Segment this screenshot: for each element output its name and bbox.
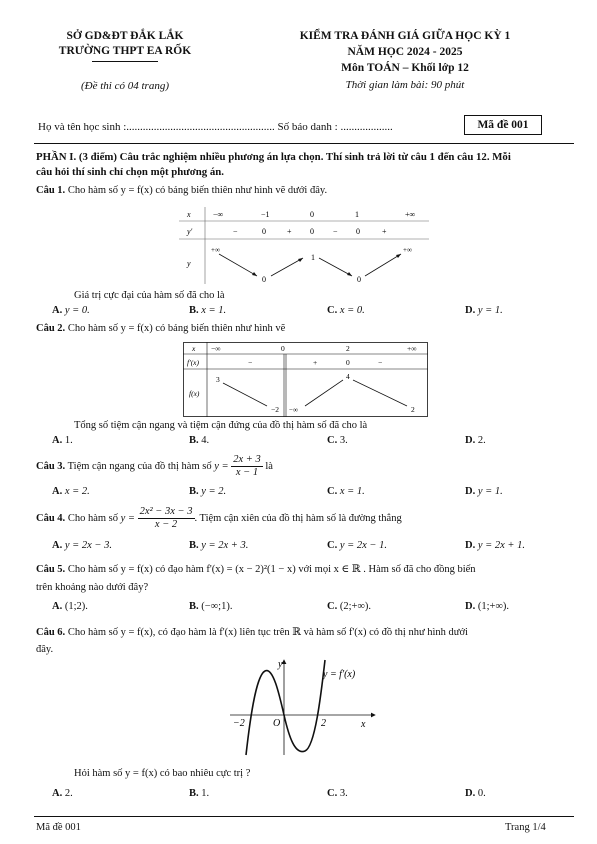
question-6 (36, 626, 468, 638)
q1-y-val: +∞ (211, 246, 220, 254)
q3-option-b[interactable] (189, 486, 226, 497)
option-text: (2;+∞). (339, 601, 372, 612)
q5-option-c[interactable] (327, 601, 371, 612)
q1-option-d[interactable] (465, 305, 503, 316)
q4-option-b[interactable] (189, 540, 248, 551)
q2-option-b[interactable] (189, 435, 209, 446)
option-text: x = 1. (339, 486, 365, 497)
q2-fp-sign: − (248, 358, 253, 367)
fraction (231, 454, 263, 479)
exam-code-box: Mã đề 001 (464, 115, 542, 135)
q5-option-b[interactable] (189, 601, 232, 612)
option-letter: D. (465, 435, 476, 446)
subject-line: Môn TOÁN – Khối lớp 12 (341, 62, 469, 74)
option-text: 2. (64, 788, 73, 799)
q2-x-val: −∞ (211, 344, 221, 353)
option-letter: A. (52, 486, 63, 497)
option-letter: A. (52, 788, 63, 799)
q2-x-label: x (192, 344, 196, 353)
q4-option-c[interactable] (327, 540, 387, 551)
question-text: Cho hàm số y = f(x) có đạo hàm f'(x) = (x − 2)²(1 − x) với mọi x ∈ ℝ . Hàm số đã cho đồng biến (67, 564, 476, 575)
q1-variation-table (175, 204, 433, 286)
question-3 (36, 454, 273, 479)
q6-option-a[interactable] (52, 788, 73, 799)
q1-x-label: x (187, 210, 191, 219)
q3-option-c[interactable] (327, 486, 365, 497)
option-text: 2. (477, 435, 486, 446)
option-letter: B. (189, 540, 199, 551)
question-label: Câu 1. (36, 185, 66, 196)
q2-option-d[interactable] (465, 435, 486, 446)
option-letter: D. (465, 305, 476, 316)
q2-fp-sign: − (378, 358, 383, 367)
q1-y-label: y (187, 259, 191, 268)
option-letter: C. (327, 601, 338, 612)
q2-variation-table (183, 342, 429, 418)
denominator: x − 2 (154, 519, 178, 530)
q1-y-val: 0 (262, 275, 266, 284)
option-text: 1. (64, 435, 73, 446)
tick-positive: 2 (321, 718, 326, 729)
q1-y-val: 1 (311, 253, 315, 262)
q2-option-c[interactable] (327, 435, 348, 446)
fraction (138, 506, 195, 531)
option-text: (−∞;1). (201, 601, 233, 612)
numerator: 2x + 3 (233, 454, 261, 465)
school-year: NĂM HỌC 2024 - 2025 (347, 46, 463, 58)
option-letter: D. (465, 540, 476, 551)
q1-yp-label: y' (187, 227, 193, 236)
option-letter: C. (327, 305, 338, 316)
q2-f-val: 2 (411, 405, 415, 414)
option-text: y = 0. (64, 305, 90, 316)
q2-x-val: +∞ (407, 344, 417, 353)
question-5 (36, 563, 476, 575)
question-2 (36, 323, 285, 334)
q1-option-a[interactable] (52, 305, 90, 316)
q1-option-b[interactable] (189, 305, 226, 316)
q2-f-label: f(x) (189, 389, 200, 398)
q1-x-val: 1 (355, 210, 359, 219)
x-axis-label: x (361, 719, 366, 730)
q1-yp-sign: − (333, 227, 338, 236)
option-text: y = 1. (477, 486, 503, 497)
q3-option-d[interactable] (465, 486, 503, 497)
q3-option-a[interactable] (52, 486, 90, 497)
option-letter: D. (465, 486, 476, 497)
question-label: Câu 3. (36, 460, 66, 472)
option-text: y = 2. (201, 486, 227, 497)
option-letter: B. (189, 788, 199, 799)
q1-yp-sign: + (287, 227, 292, 236)
option-letter: A. (52, 305, 63, 316)
q1-y-val: +∞ (403, 246, 412, 254)
derivative-curve (246, 660, 325, 755)
q2-f-val: −∞ (289, 406, 298, 414)
option-text: 3. (339, 435, 348, 446)
y-axis-label: y (278, 659, 283, 670)
q4-option-a[interactable] (52, 540, 112, 551)
option-text: 3. (339, 788, 348, 799)
q1-y-val: 0 (357, 275, 361, 284)
question-6-line2: đây. (36, 644, 54, 655)
option-letter: B. (189, 601, 199, 612)
time-limit: Thời gian làm bài: 90 phút (345, 79, 465, 91)
q1-x-val: −1 (261, 210, 270, 219)
option-text: y = 1. (477, 305, 503, 316)
question-label: Câu 2. (36, 323, 66, 334)
curve-label: y = f'(x) (323, 669, 356, 680)
q1-x-val: −∞ (213, 210, 224, 219)
option-text: y = 2x + 3. (201, 540, 249, 551)
q1-yp-val: 0 (356, 227, 360, 236)
q2-fp-label: f'(x) (187, 358, 200, 367)
question-1 (36, 185, 327, 196)
option-letter: C. (327, 788, 338, 799)
option-letter: B. (189, 486, 199, 497)
denominator: x − 1 (235, 467, 259, 478)
option-text: (1;2). (64, 601, 88, 612)
question-text: Cho hàm số y = f(x) có bảng biến thiên như hình vẽ dưới đây. (67, 185, 328, 196)
option-letter: A. (52, 435, 63, 446)
q2-f-val: −2 (271, 405, 279, 414)
option-letter: B. (189, 435, 199, 446)
option-text: x = 0. (339, 305, 365, 316)
school-underline (92, 61, 158, 62)
q1-x-val: +∞ (405, 210, 416, 219)
exam-title: KIỂM TRA ĐÁNH GIÁ GIỮA HỌC KỲ 1 (299, 30, 511, 42)
q1-yp-val: 0 (310, 227, 314, 236)
option-text: y = 2x + 1. (477, 540, 525, 551)
school-name: TRƯỜNG THPT EA RỐK (58, 45, 192, 57)
question-label: Câu 6. (36, 627, 66, 638)
q2-f-val: 4 (346, 372, 350, 381)
question-text: Cho hàm số (67, 512, 118, 524)
question-text-end: . Tiệm cận xiên của đồ thị hàm số là đường thẳng (194, 512, 402, 524)
tick-negative: −2 (233, 718, 245, 729)
option-text: y = 2x − 3. (64, 540, 112, 551)
q1-x-val: 0 (310, 210, 314, 219)
part1-title: PHẦN I. (3 điểm) Câu trắc nghiệm nhiều phương án lựa chọn. Thí sinh trả lời từ câu 1 đến câu 12. Mỗi (36, 151, 511, 163)
part1-title-line2: câu hỏi thí sinh chỉ chọn một phương án. (36, 166, 224, 178)
question-text-end: là (265, 460, 273, 472)
q2-fp-sign: + (313, 358, 318, 367)
footer-page-number: Trang 1/4 (505, 822, 546, 833)
q1-prompt: Giá trị cực đại của hàm số đã cho là (74, 290, 225, 301)
numerator: 2x² − 3x − 3 (139, 506, 193, 517)
option-text: (1;+∞). (477, 601, 510, 612)
option-letter: C. (327, 435, 338, 446)
option-letter: D. (465, 601, 476, 612)
q6-derivative-graph (225, 655, 385, 760)
option-text: 1. (201, 788, 210, 799)
question-label: Câu 4. (36, 512, 66, 524)
question-4 (36, 506, 402, 531)
option-letter: A. (52, 601, 63, 612)
pages-note: (Đề thi có 04 trang) (81, 80, 169, 92)
option-letter: C. (327, 540, 338, 551)
question-label: Câu 5. (36, 564, 66, 575)
q2-x-val: 2 (346, 344, 350, 353)
footer-divider (34, 816, 574, 817)
question-text: Tiệm cận ngang của đồ thị hàm số (67, 460, 212, 472)
origin-label: O (273, 718, 281, 729)
q1-yp-sign: − (233, 227, 238, 236)
option-letter: D. (465, 788, 476, 799)
q6-option-c[interactable] (327, 788, 348, 799)
option-letter: B. (189, 305, 199, 316)
option-text: 4. (201, 435, 210, 446)
q2-fp-val: 0 (346, 358, 350, 367)
question-5-line2: trên khoảng nào dưới đây? (36, 582, 149, 593)
q5-option-a[interactable] (52, 601, 88, 612)
option-letter: A. (52, 540, 63, 551)
function-lhs: y = (214, 460, 229, 472)
q1-option-c[interactable] (327, 305, 365, 316)
q6-prompt: Hỏi hàm số y = f(x) có bao nhiêu cực trị ? (74, 768, 251, 779)
q6-option-b[interactable] (189, 788, 209, 799)
option-text: y = 2x − 1. (339, 540, 387, 551)
q6-option-d[interactable] (465, 788, 486, 799)
q5-option-d[interactable] (465, 601, 509, 612)
option-text: x = 2. (64, 486, 90, 497)
q2-option-a[interactable] (52, 435, 73, 446)
option-text: 0. (477, 788, 486, 799)
q1-yp-val: 0 (262, 227, 266, 236)
question-text: Cho hàm số y = f(x) có bảng biến thiên như hình vẽ (67, 323, 286, 334)
q4-option-d[interactable] (465, 540, 525, 551)
function-lhs: y = (120, 512, 135, 524)
q2-prompt: Tổng số tiệm cận ngang và tiệm cận đứng của đồ thị hàm số đã cho là (74, 420, 368, 431)
option-text: x = 1. (201, 305, 227, 316)
question-text: Cho hàm số y = f(x), có đạo hàm là f'(x) liên tục trên ℝ và hàm số f'(x) có đồ thị như hình dưới (67, 627, 468, 638)
department-name: SỞ GD&ĐT ĐẮK LẮK (66, 30, 184, 42)
q2-x-val: 0 (281, 344, 285, 353)
student-info-line: Họ và tên học sinh :...................................................... Số báo danh : ................... (38, 121, 393, 133)
q2-f-val: 3 (216, 375, 220, 384)
option-letter: C. (327, 486, 338, 497)
header-divider (34, 143, 574, 144)
q1-yp-sign: + (382, 227, 387, 236)
footer-exam-code: Mã đề 001 (36, 822, 81, 833)
